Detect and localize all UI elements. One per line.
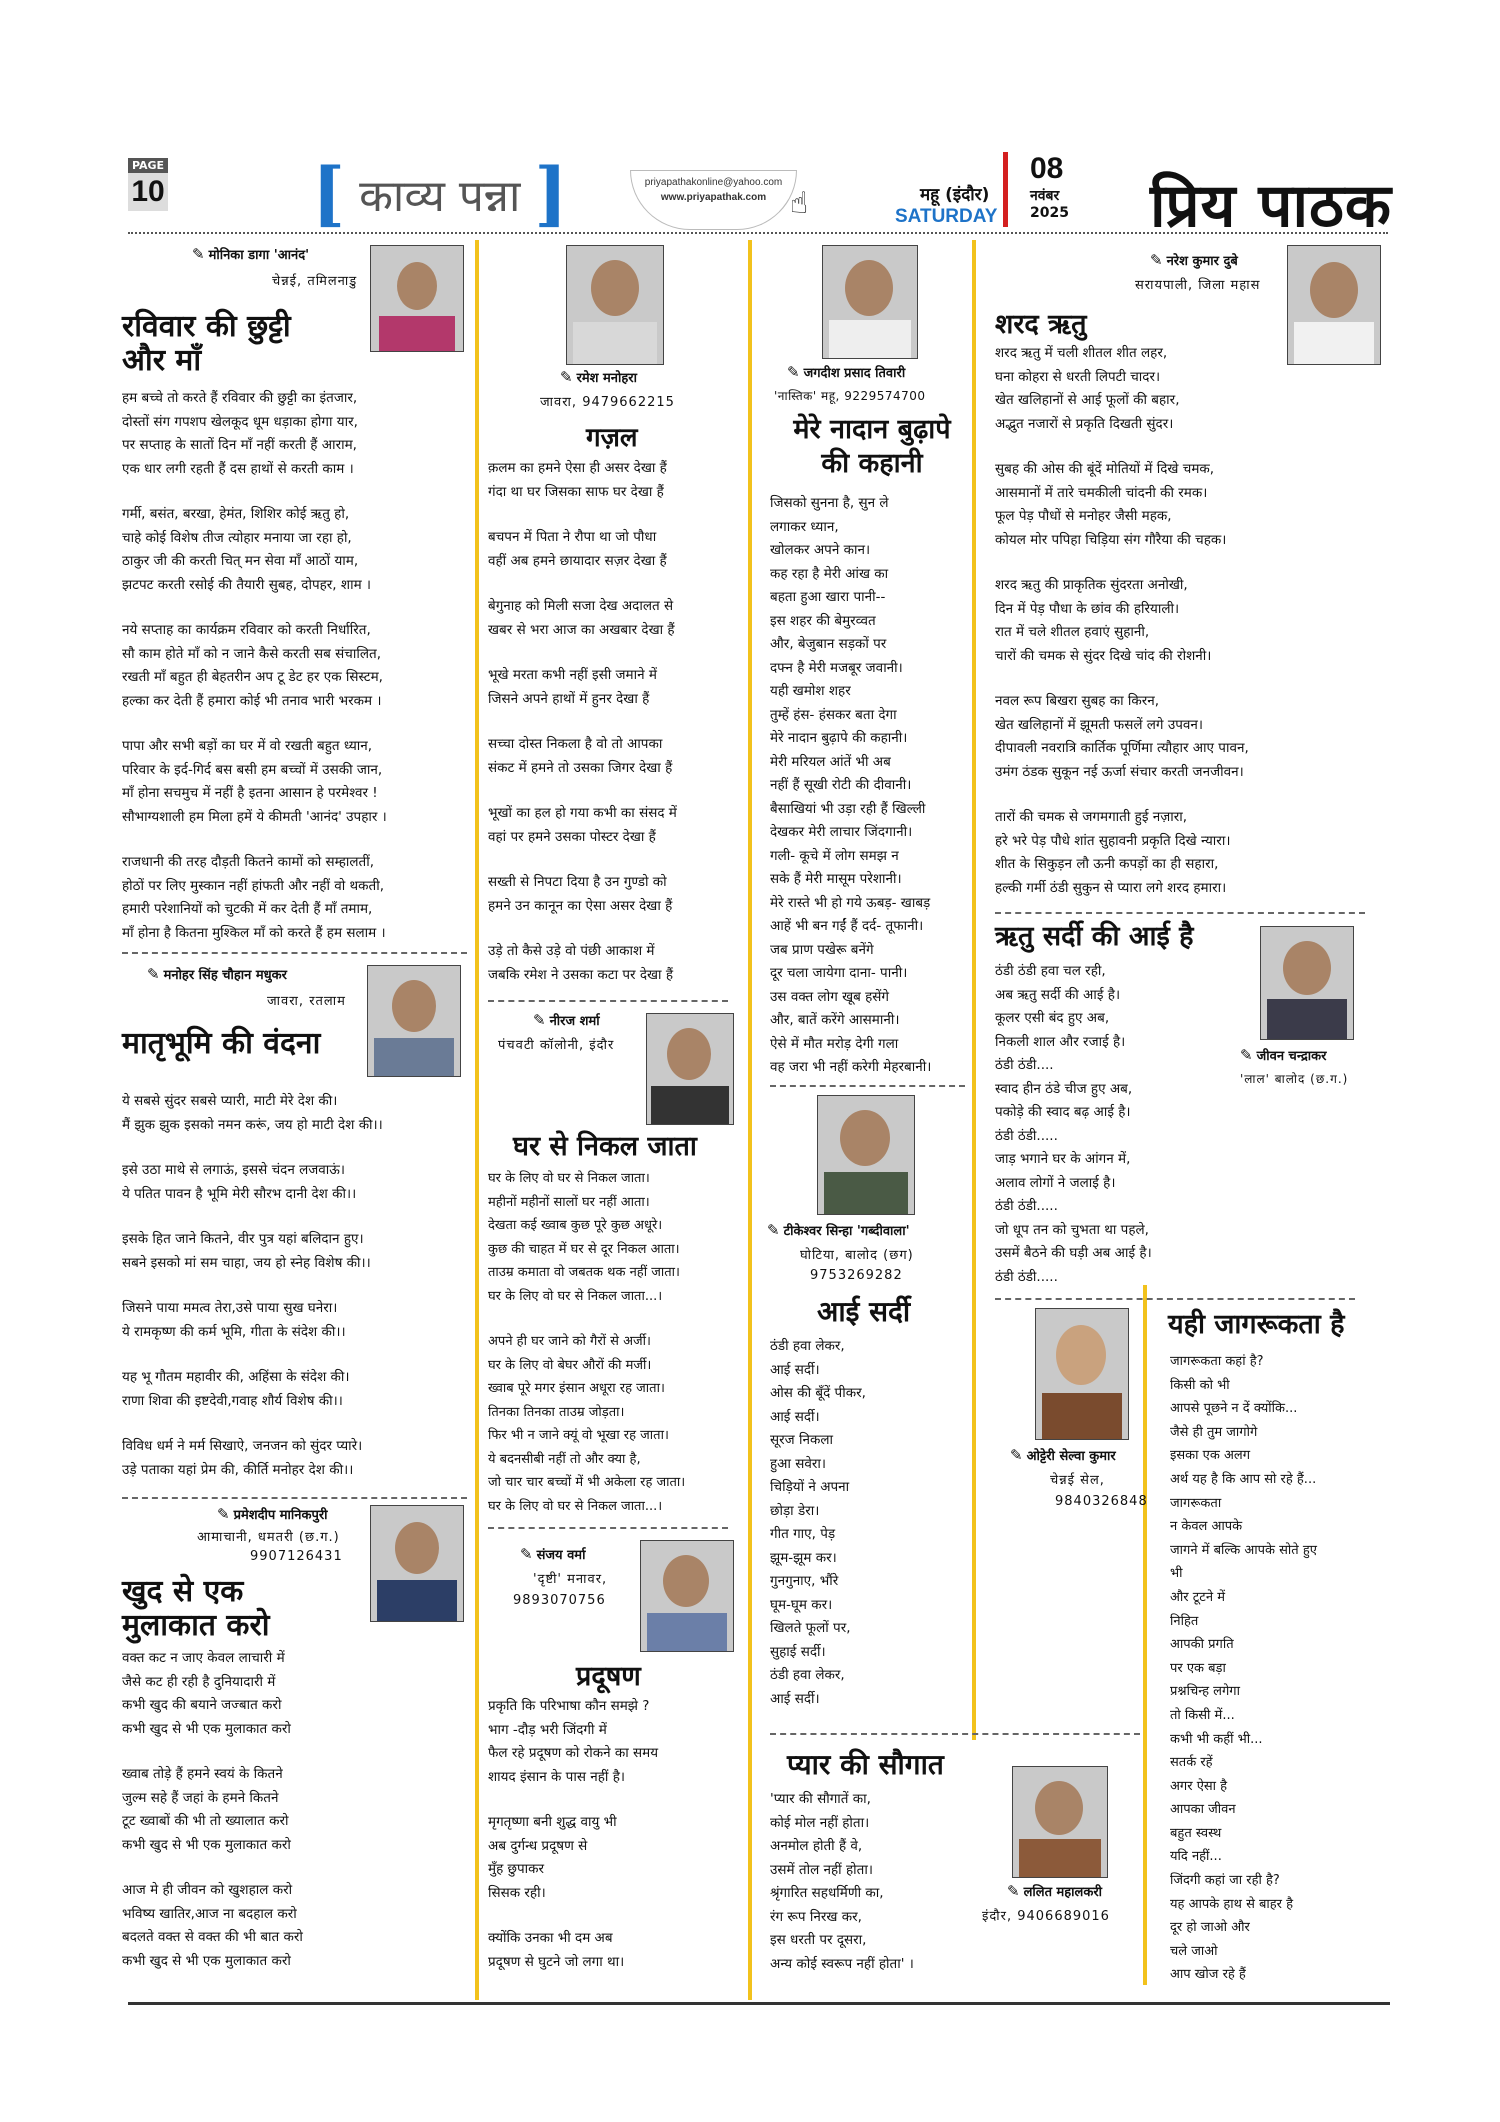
date-year: 2025 xyxy=(1030,205,1069,221)
author-address: 'नास्तिक' महू, 9229574700 xyxy=(774,389,926,403)
poem-title: प्यार की सौगात xyxy=(787,1748,944,1781)
separator xyxy=(122,1497,467,1499)
separator xyxy=(995,912,1365,914)
poem-body: वक्त कट न जाए केवल लाचारी में जैसे कट ही रही है दुनियादारी में कभी खुद की बयाने जज्बात करो कभी खुद से भी एक मुलाकात करो ख्वाब तोड़े हैं हमने स्वयं के कितने जुल्म सहे हैं जहां के हमने कितने टूट ख्वाबों की भी तो ख्यालात करो कभी खुद से भी एक मुलाकात करो आज मे ही जीवन को खुशहाल करो भविष्य खातिर,आज ना बदहाल करो बदलते वक्त से वक्त की भी बात करो कभी खुद से भी एक मुलाकात करो xyxy=(122,1650,303,1969)
page-number-box xyxy=(128,158,168,211)
pen-icon: ✎ xyxy=(217,1505,230,1523)
author-address: 'लाल' बालोद (छ.ग.) xyxy=(1240,1072,1349,1086)
pen-icon: ✎ xyxy=(1010,1446,1023,1464)
separator xyxy=(995,1298,1355,1300)
section-title-text: काव्य पन्ना xyxy=(359,170,521,222)
poem-title: घर से निकल जाता xyxy=(513,1131,697,1162)
author-name: ✎ ललित महालकरी xyxy=(1007,1882,1103,1900)
author-phone: 9907126431 xyxy=(250,1549,343,1564)
section-title: [ काव्य पन्ना ] xyxy=(312,152,568,235)
author-address: सरायपाली, जिला महास xyxy=(1135,278,1261,293)
poem-body: ये सबसे सुंदर सबसे प्यारी, माटी मेरे देश की। मैं झुक झुक इसको नमन करूं, जय हो माटी देश की।। इसे उठा माथे से लगाऊं, इससे चंदन लजवाऊं। ये पतित पावन है भूमि मेरी सौरभ दानी देश की।। इसके हित जाने कितने, वीर पुत्र यहां बलिदान हुए। सबने इसको मां सम चाहा, जय हो स्नेह विशेष की।। जिसने पाया ममत्व तेरा,उसे पाया सुख घनेरा। ये रामकृष्ण की कर्म भूमि, गीता के संदेश की।। यह भू गौतम महावीर की, अहिंसा के संदेश की। राणा शिवा की इष्टदेवी,गवाह शौर्य विशेष की।। विविध धर्म ने मर्म सिखाऐ, जनजन को सुंदर प्यारे। उड़े पताका यहां प्रेम की, कीर्ति मनोहर देश की।। xyxy=(122,1093,383,1478)
separator xyxy=(770,1733,1140,1735)
poem-body: हम बच्चे तो करते हैं रविवार की छुट्टी का इंतजार, दोस्तों संग गपशप खेलकूद धूम धड़ाका होगा यार, पर सप्ताह के सातों दिन माँ नहीं करती हैं आराम, एक धार लगी रहती हैं दस हाथों से करती काम । गर्मी, बसंत, बरखा, हेमंत, शिशिर कोई ऋतु हो, चाहे कोई विशेष तीज त्योहार मनाया जा रहा हो, ठाकुर जी की करती चित् मन सेवा माँ आठों याम, झटपट करती रसोई की तैयारी सुबह, दोपहर, शाम । नये सप्ताह का कार्यक्रम रविवार को करती निर्धारित, सौ काम होते माँ को न जाने कैसे करती सब संचालित, रखती माँ बहुत ही बेहतरीन अप टू डेट हर एक सिस्टम, हल्का कर देती हैं हमारा कोई भी तनाव भारी भरकम । पापा और सभी बड़ों का घर में वो रखती बहुत ध्यान, परिवार के इर्द-गिर्द बस बसी हम बच्चों में उसकी जान, माँ होना सचमुच में नहीं है इतना आसान हे परमेश्वर ! सौभाग्यशाली हम मिला हमें ये कीमती 'आनंद' उपहार । राजधानी की तरह दौड़ती कितने कामों को सम्हालतीं, होठों पर लिए मुस्कान नहीं हांफती और नहीं वो थकती, हमारी परेशानियों को चुटकी में कर देती हैं माँ तमाम, माँ होना है कितना मुश्किल माँ को करते हैं हम सलाम । xyxy=(122,390,387,941)
pen-icon: ✎ xyxy=(192,245,205,263)
contact-box xyxy=(630,170,797,230)
author-address: घोटिया, बालोद (छग) xyxy=(800,1248,914,1263)
author-address: आमाचानी, धमतरी (छ.ग.) xyxy=(197,1530,340,1545)
footer-rule xyxy=(128,2002,1390,2005)
poem-body: घर के लिए वो घर से निकल जाता। महीनों महीनों सालों घर नहीं आता। देखता कई ख्वाब कुछ पूरे कुछ अधूरे। कुछ की चाहत में घर से दूर निकल आता। ताउम्र कमाता वो जबतक थक नहीं जाता। घर के लिए वो घर से निकल जाता...। अपने ही घर जाने को गैरों से अर्जी। घर के लिए वो बेघर औरों की मर्जी। ख्वाब पूरे मगर इंसान अधूरा रह जाता। तिनका तिनका ताउम्र जोड़ता। फिर भी न जाने क्यूं वो भूखा रह जाता। ये बदनसीबी नहीं तो और क्या है, जो चार चार बच्चों में भी अकेला रह जाता। घर के लिए वो घर से निकल जाता...। xyxy=(488,1171,686,1514)
poem-title: रविवार की छुट्टी और माँ xyxy=(122,309,291,378)
author-photo xyxy=(1012,1766,1108,1878)
poem-title: मेरे नादान बुढ़ापे की कहानी xyxy=(793,414,951,479)
poem-title: खुद से एक मुलाकात करो xyxy=(122,1574,270,1643)
column-rule xyxy=(748,240,752,2000)
poem-body: जिसको सुनना है, सुन ले लगाकर ध्यान, खोलकर अपने कान। कह रहा है मेरी आंख का बहता हुआ खारा पानी-- इस शहर की बेमुरव्वत और, बेजुबान सड़कों पर दफ्न है मेरी मजबूर जवानी। यही खमोश शहर तुम्हें हंस- हंसकर बता देगा मेरे नादान बुढ़ापे की कहानी। मेरी मरियल आंतें भी अब नहीं हैं सूखी रोटी की दीवानी। बैसाखियां भी उड़ा रही हैं खिल्ली देखकर मेरी लाचार जिंदगानी। गली- कूचे में लोग समझ न सके हैं मेरी मासूम परेशानी। मेरे रास्ते भी हो गये ऊबड़- खाबड़ आहें भी बन गईं हैं दर्द- तूफानी। जब प्राण पखेरू बनेंगे दूर चला जायेगा दाना- पानी। उस वक्त लोग खूब हसेंगे और, बातें करेंगे आसमानी। ऐसे में मौत मरोड़ देगी गला वह जरा भी नहीं करेगी मेहरबानी। xyxy=(770,495,932,1075)
poem-body: जागरूकता कहां है? किसी को भी आपसे पूछने न दें क्योंकि... जैसे ही तुम जागोगे इसका एक अलग अर्थ यह है कि आप सो रहे हैं... जागरूकता न केवल आपके जागने में बल्कि आपके सोते हुए भी और टूटने में निहित आपकी प्रगति पर एक बड़ा प्रश्नचिन्ह लगेगा तो किसी में... कभी भी कहीं भी... सतर्क रहें अगर ऐसा है आपका जीवन बहुत स्वस्थ यदि नहीं... जिंदगी कहां जा रही है? यह आपके हाथ से बाहर है दूर हो जाओ और चले जाओ आप खोज रहे हैं xyxy=(1170,1354,1317,1983)
pen-icon: ✎ xyxy=(787,363,800,381)
author-name: ✎ जीवन चन्द्राकर xyxy=(1240,1046,1327,1064)
author-address: इंदौर, 9406689016 xyxy=(982,1909,1110,1924)
header-rule xyxy=(128,232,1388,234)
poem-title: आई सर्दी xyxy=(817,1295,911,1328)
poem-body: 'प्यार की सौगातें का, कोई मोल नहीं होता। अनमोल होती हैं वे, उसमें तोल नहीं होता। श्रृंगारित सहधर्मिणी का, रंग रूप निरख कर, इस धरती पर दूसरा, अन्य कोई स्वरूप नहीं होता' । xyxy=(770,1791,914,1972)
poem-title: गज़ल xyxy=(586,423,638,453)
author-phone: 9840326848 xyxy=(1055,1494,1148,1509)
pointing-hand-icon: ☝ xyxy=(790,186,809,221)
pen-icon: ✎ xyxy=(147,965,160,983)
author-name: ✎ मोनिका डागा 'आनंद' xyxy=(192,245,310,263)
author-address: पंचवटी कॉलोनी, इंदौर xyxy=(498,1038,615,1053)
author-photo xyxy=(370,245,464,352)
author-photo xyxy=(822,245,918,359)
poem-body: शरद ऋतु में चली शीतल शीत लहर, घना कोहरा से धरती लिपटी चादर। खेत खलिहानों से आई फूलों की बहार, अद्भुत नजारों से प्रकृति दिखती सुंदर। सुबह की ओस की बूंदें मोतियों में दिखे चमक, आसमानों में तारे चमकीली चांदनी की रमक। फूल पेड़ पौधों से मनोहर जैसी महक, कोयल मोर पपिहा चिड़िया संग गौरैया की चहक। शरद ऋतु की प्राकृतिक सुंदरता अनोखी, दिन में पेड़ पौधा के छांव की हरियाली। रात में चले शीतल हवाएं सुहानी, चारों की चमक से सुंदर दिखे चांद की रोशनी। नवल रूप बिखरा सुबह का किरन, खेत खलिहानों में झूमती फसलें लगे उपवन। दीपावली नवरात्रि कार्तिक पूर्णिमा त्यौहार आए पावन, उमंग ठंडक सुकून नई ऊर्जा संचार करती जनजीवन। तारों की चमक से जगमगाती हुई नज़ारा, हरे भरे पेड़ पौधे शांत सुहावनी प्रकृति दिखे न्यारा। शीत के सिकुड़न लौ ऊनी कपड़ों का ही सहारा, हल्की गर्मी ठंडी सुकुन से प्यारा लगे शरद हमारा। xyxy=(995,345,1249,896)
author-photo xyxy=(646,1013,734,1125)
poem-title: यही जागरूकता है xyxy=(1168,1309,1345,1340)
author-photo xyxy=(370,1505,464,1622)
author-name: ✎ रमेश मनोहरा xyxy=(560,368,637,386)
contact-email[interactable]: priyapathakonline@yahoo.com xyxy=(644,177,783,188)
separator xyxy=(122,952,467,954)
author-phone: 9893070756 xyxy=(513,1593,606,1608)
page-label: PAGE xyxy=(128,158,168,173)
author-photo xyxy=(367,965,461,1077)
author-address: 'दृष्टी' मनावर, xyxy=(533,1572,608,1587)
author-name: ✎ ओट्टेरी सेल्वा कुमार xyxy=(1010,1446,1116,1464)
author-name: ✎ प्रमेशदीप मानिकपुरी xyxy=(217,1505,328,1523)
author-address: जावरा, रतलाम xyxy=(267,994,346,1009)
contact-website[interactable]: www.priyapathak.com xyxy=(660,192,767,203)
author-name: ✎ टीकेश्वर सिन्हा 'गब्दीवाला' xyxy=(767,1221,910,1239)
poem-body: क़लम का हमने ऐसा ही असर देखा हैं गंदा था घर जिसका साफ घर देखा हैं बचपन में पिता ने रौपा था जो पौधा वहीं अब हमने छायादार सज़र देखा हैं बेगुनाह को मिली सजा देख अदालत से खबर से भरा आज का अखबार देखा हैं भूखे मरता कभी नहीं इसी जमाने में जिसने अपने हाथों में हुनर देखा हैं सच्चा दोस्त निकला है वो तो आपका संकट में हमने तो उसका जिगर देखा हैं भूखों का हल हो गया कभी का संसद में वहां पर हमने उसका पोस्टर देखा हैं सख्ती से निपटा दिया है उन गुण्डो को हमने उन कानून का ऐसा असर देखा हैं उड़े तो कैसे उड़े वो पंछी आकाश में जबकि रमेश ने उसका कटा पर देखा हैं xyxy=(488,460,677,983)
date-divider xyxy=(1003,152,1008,227)
separator xyxy=(488,1527,728,1529)
pen-icon: ✎ xyxy=(520,1545,533,1563)
page-number: 10 xyxy=(128,173,168,211)
edition-date xyxy=(1030,152,1069,221)
author-photo xyxy=(1035,1308,1129,1440)
pen-icon: ✎ xyxy=(560,368,573,386)
pen-icon: ✎ xyxy=(767,1221,780,1239)
separator xyxy=(488,1000,728,1002)
newspaper-logo: प्रिय पाठक xyxy=(1150,171,1392,241)
separator xyxy=(770,1085,965,1087)
poem-title: प्रदूषण xyxy=(576,1661,641,1692)
author-address: चेन्नई सेल, xyxy=(1050,1473,1105,1488)
author-address: जावरा, 9479662215 xyxy=(540,395,675,410)
author-photo xyxy=(1260,926,1354,1040)
author-photo xyxy=(566,245,664,365)
poem-body: प्रकृति कि परिभाषा कौन समझे ? भाग -दौड़ भरी जिंदगी में फैल रहे प्रदूषण को रोकने का समय शायद इंसान के पास नहीं है। मृगतृष्णा बनी शुद्ध वायु भी अब दुर्गन्ध प्रदूषण से मुँह छुपाकर सिसक रही। क्योंकि उनका भी दम अब प्रदूषण से घुटने जो लगा था। xyxy=(488,1698,659,1970)
author-phone: 9753269282 xyxy=(810,1268,903,1283)
author-photo xyxy=(640,1540,734,1652)
poem-body: ठंडी ठंडी हवा चल रही, अब ऋतु सर्दी की आई है। कूलर एसी बंद हुए अब, निकली शाल और रजाई है। ठंडी ठंडी.... स्वाद हीन ठंडे चीज हुए अब, पकोड़े की स्वाद बढ़ आई है। ठंडी ठंडी..... जाड़ भगाने घर के आंगन में, अलाव लोगों ने जलाई है। ठंडी ठंडी..... जो धूप तन को चुभता था पहले, उसमें बैठने की घड़ी अब आई है। ठंडी ठंडी..... xyxy=(995,963,1152,1285)
author-name: ✎ नीरज शर्मा xyxy=(533,1011,600,1029)
poem-title: शरद ऋतु xyxy=(995,309,1087,340)
edition-day: SATURDAY xyxy=(895,206,998,227)
author-name: ✎ संजय वर्मा xyxy=(520,1545,586,1563)
poem-body: ठंडी हवा लेकर, आई सर्दी। ओस की बूँदें पीकर, आई सर्दी। सूरज निकला हुआ सवेरा। चिड़ियों ने अपना छोड़ा डेरा। गीत गाए, पेड़ झूम-झूम कर। गुनगुनाए, भौंरे घूम-घूम कर। खिलते फूलों पर, सुहाई सर्दी। ठंडी हवा लेकर, आई सर्दी। xyxy=(770,1338,866,1707)
edition-place: महू (इंदौर) xyxy=(920,185,990,205)
author-address: चेन्नई, तमिलनाडु xyxy=(272,274,358,289)
author-photo xyxy=(817,1095,915,1215)
pen-icon: ✎ xyxy=(1007,1882,1020,1900)
date-day: 08 xyxy=(1030,152,1064,185)
pen-icon: ✎ xyxy=(533,1011,546,1029)
poem-title: ऋतु सर्दी की आई है xyxy=(995,921,1194,952)
column-rule xyxy=(475,240,479,2000)
poem-title: मातृभूमि की वंदना xyxy=(122,1026,321,1061)
column-rule xyxy=(1143,1285,1147,1985)
date-month: नवंबर xyxy=(1030,188,1060,204)
author-name: ✎ नरेश कुमार दुबे xyxy=(1150,251,1238,269)
author-name: ✎ मनोहर सिंह चौहान मधुकर xyxy=(147,965,287,983)
author-name: ✎ जगदीश प्रसाद तिवारी xyxy=(787,363,906,381)
pen-icon: ✎ xyxy=(1240,1046,1253,1064)
pen-icon: ✎ xyxy=(1150,251,1163,269)
